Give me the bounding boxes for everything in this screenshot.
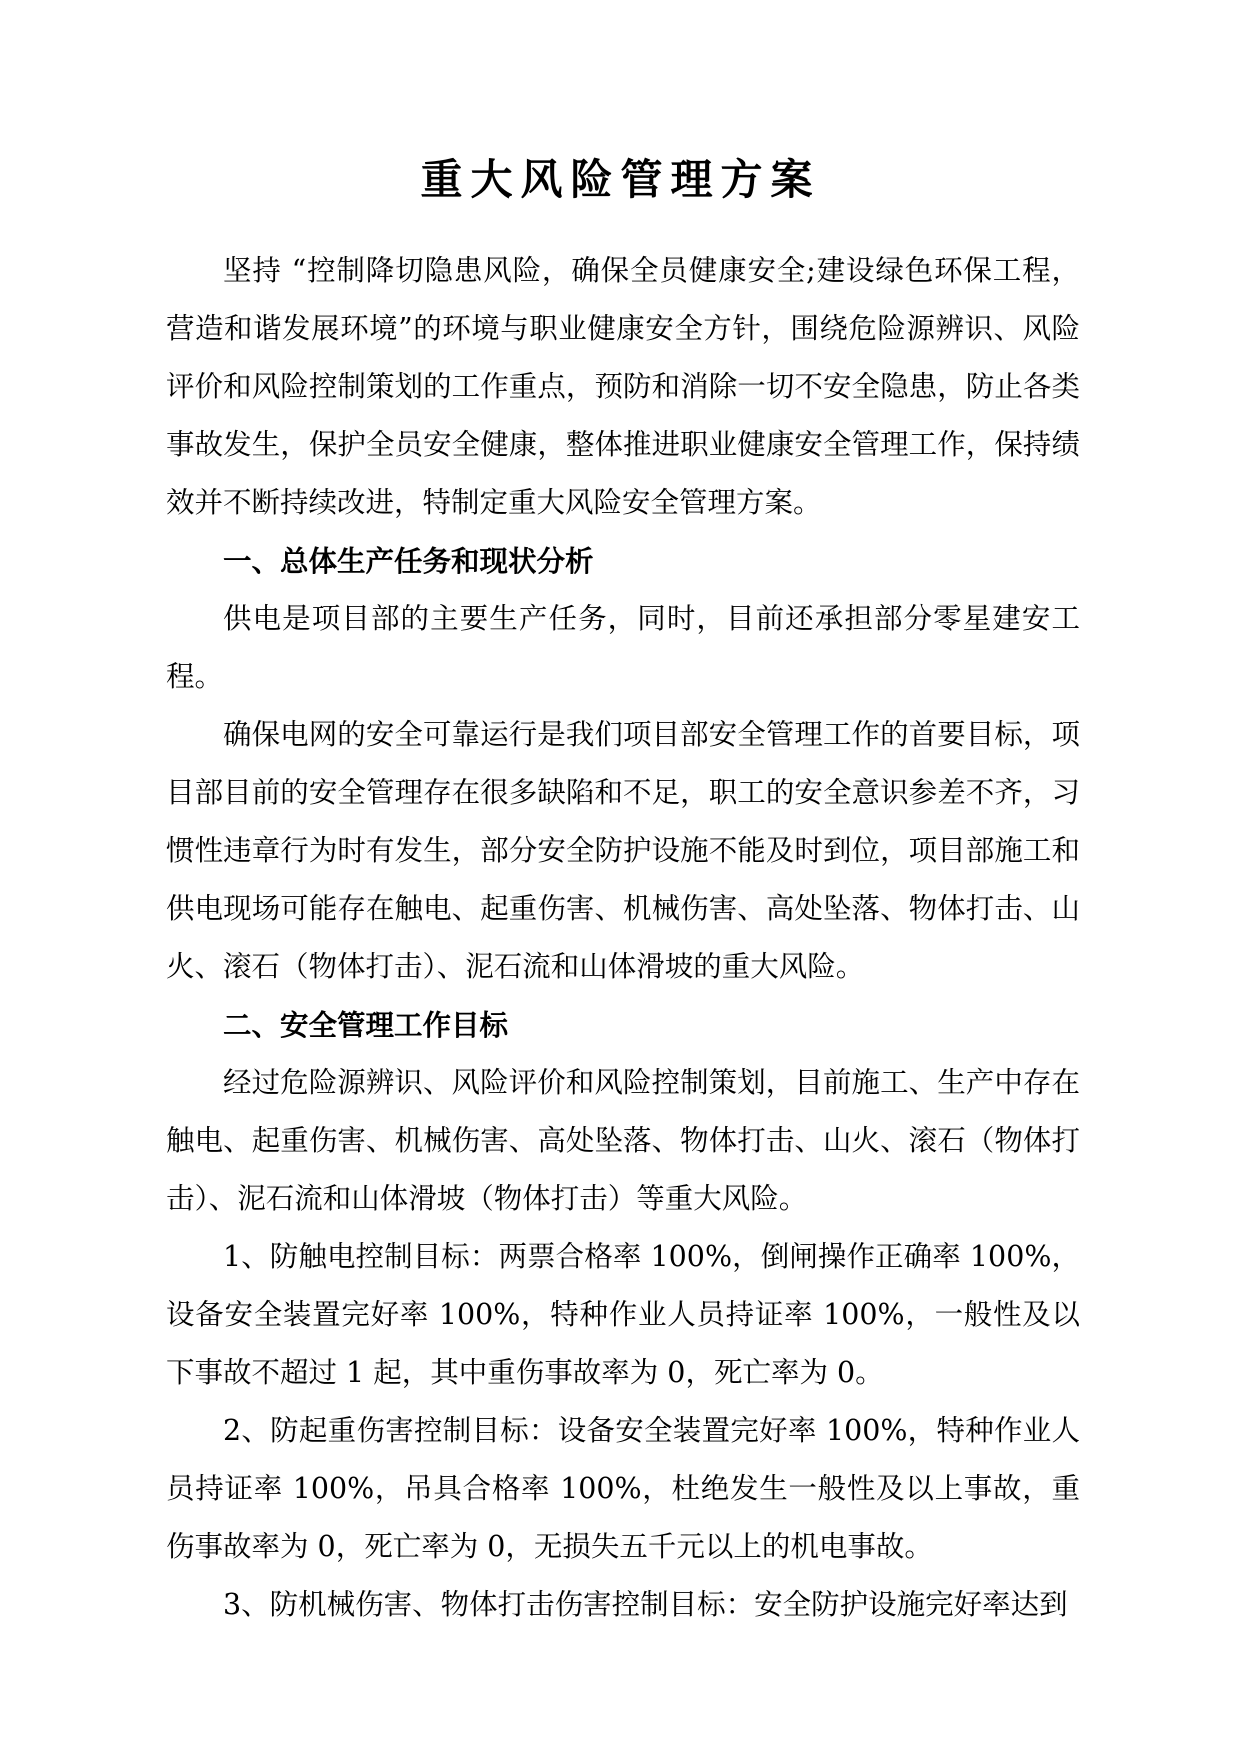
intro-paragraph: 坚持 “控制降切隐患风险，确保全员健康安全;建设绿色环保工程，营造和谐发展环境”的环境与职业健康安全方针，围绕危险源辨识、风险评价和风险控制策划的工作重点，预防和消除一切不安全隐患，防止各类事故发生，保护全员安全健康，整体推进职业健康安全管理工作，保持绩效并不断持续改进，特制定重大风险安全管理方案。 xyxy=(166,254,1080,519)
body-paragraph: 经过危险源辨识、风险评价和风险控制策划，目前施工、生产中存在触电、起重伤害、机械伤害、高处坠落、物体打击、山火、滚石（物体打击）、泥石流和山体滑坡（物体打击）等重大风险。 xyxy=(166,1066,1080,1215)
target-item: 1、防触电控制目标：两票合格率 100%，倒闸操作正确率 100%，设备安全装置完好率 100%，特种作业人员持证率 100%，一般性及以下事故不超过 1 起，其中重伤事故率为 0，死亡率为 0。 xyxy=(166,1240,1080,1389)
body-paragraph: 确保电网的安全可靠运行是我们项目部安全管理工作的首要目标，项目部目前的安全管理存在很多缺陷和不足，职工的安全意识参差不齐，习惯性违章行为时有发生，部分安全防护设施不能及时到位，项目部施工和供电现场可能存在触电、起重伤害、机械伤害、高处坠落、物体打击、山火、滚石（物体打击）、泥石流和山体滑坡的重大风险。 xyxy=(166,718,1080,983)
target-item: 3、防机械伤害、物体打击伤害控制目标：安全防护设施完好率达到 xyxy=(223,1588,1068,1621)
document-body xyxy=(166,242,1080,1634)
body-paragraph: 供电是项目部的主要生产任务，同时，目前还承担部分零星建安工程。 xyxy=(166,602,1080,693)
section-heading: 一、总体生产任务和现状分析 xyxy=(223,544,594,578)
target-item: 2、防起重伤害控制目标：设备安全装置完好率 100%，特种作业人员持证率 100%，吊具合格率 100%，杜绝发生一般性及以上事故，重伤事故率为 0，死亡率为 0，无损失五千元以上的机电事故。 xyxy=(166,1414,1080,1563)
document-title: 重大风险管理方案 xyxy=(420,155,821,204)
section-heading: 二、安全管理工作目标 xyxy=(223,1008,509,1042)
